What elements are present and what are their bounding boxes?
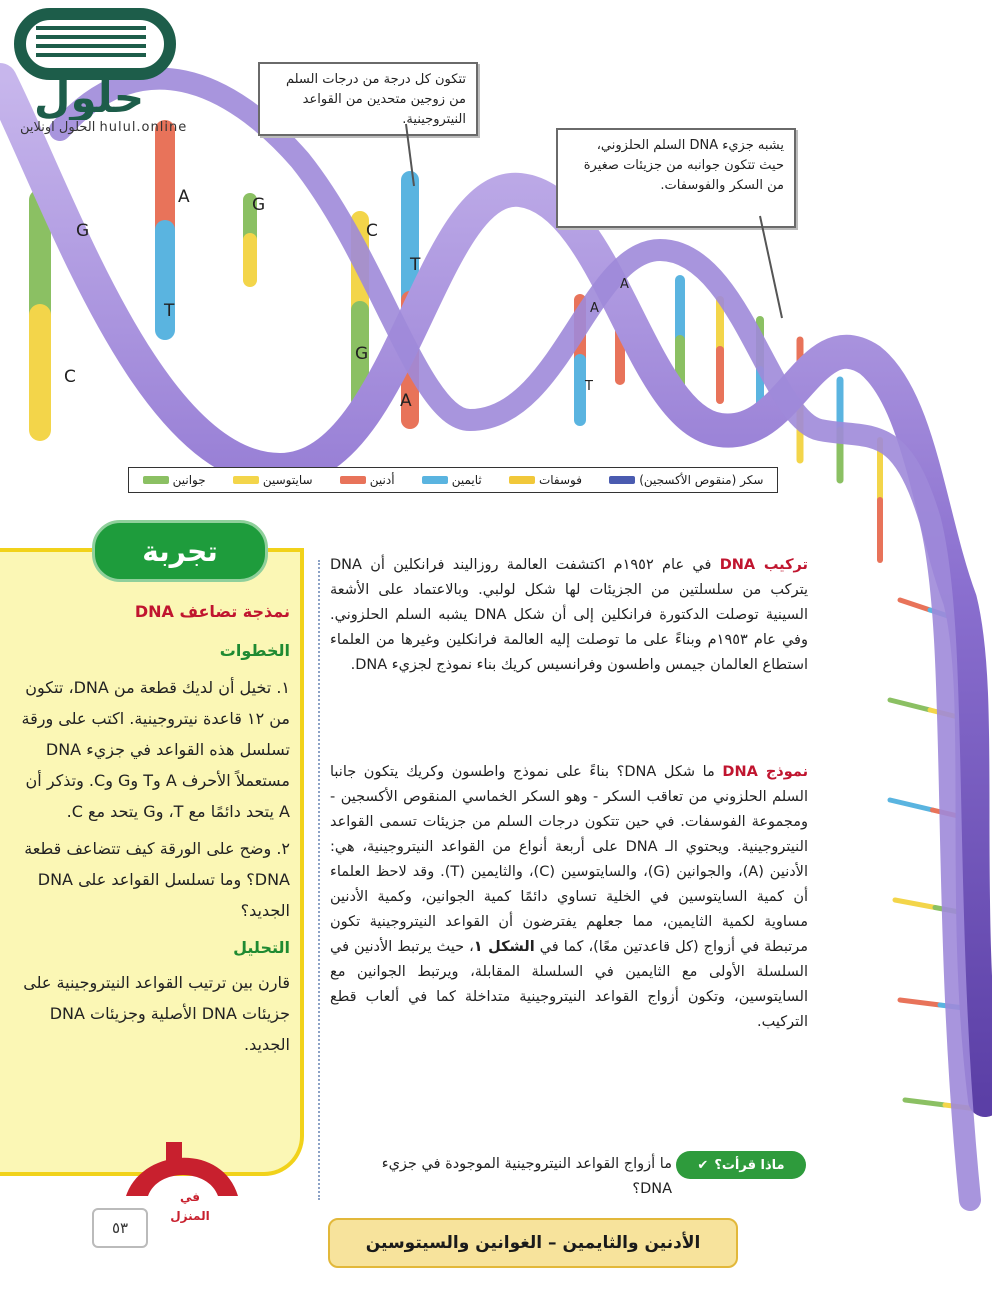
legend-swatch: [422, 476, 448, 484]
dna-rung-segment: [890, 800, 933, 810]
experiment-badge: [92, 520, 268, 582]
main-section-model: [330, 760, 808, 1035]
dna-base-letter: T: [164, 301, 175, 321]
callout-rung-text: تتكون كل درجة من درجات السلم من زوجين متحدين من القواعد النيتروجينية.: [285, 72, 466, 127]
dna-base-letter: G: [355, 344, 369, 364]
legend-item: [422, 473, 482, 487]
section-2-body-b: ، حيث يرتبط الأدنين في السلسلة الأولى مع الثايمين في السلسلة المقابلة، ويرتبط الجوانين مع السايتوسين، وتكون أزواج القواعد النيتروجينية متداخلة كما في ألعاب قطع التركيب.: [330, 939, 808, 1030]
callout-pointers: [0, 0, 992, 500]
read-badge-label: ماذا قرأت؟: [714, 1157, 785, 1173]
dna-base-letter: A: [178, 187, 190, 207]
legend-item-label: فوسفات: [538, 473, 582, 487]
answer-bar: [328, 1218, 738, 1268]
steps-heading: الخطوات: [219, 641, 290, 660]
dna-rung-segment: [895, 900, 935, 908]
home-label: في المنزل: [170, 1190, 210, 1223]
read-question: [360, 1152, 672, 1202]
dna-base-letter: A: [620, 277, 629, 292]
legend-item: [143, 473, 206, 487]
callout-ladder-text: يشبه جزيء DNA السلم الحلزوني، حيث تتكون جوانبه من جزيئات صغيرة من السكر والفوسفات.: [583, 138, 784, 193]
legend-swatch: [609, 476, 635, 484]
dna-base-letter: C: [64, 367, 76, 387]
legend-swatch: [233, 476, 259, 484]
main-section-structure: [330, 553, 808, 678]
dna-base-letter: T: [585, 379, 593, 394]
analysis-text: قارن بين ترتيب القواعد النيتروجينية على جزيئات DNA الأصلية وجزيئات DNA الجديد.: [23, 973, 290, 1054]
legend-item: [340, 473, 395, 487]
experiment-title: نمذجة تضاعف DNA: [134, 602, 290, 621]
legend-item-label: ثايمين: [451, 473, 482, 487]
section-2-body-a: ما شكل DNA؟ بناءً على نموذج واطسون وكريك يتكون جانبا السلم الحلزوني من تعاقب السكر - وهو السكر الخماسي المنقوص الأكسجين - ومجموعة الفوسفات. في حين تتكون درجات السلم من جزيئات تسمى القواعد النيتروجينية. ويحتوي الـ DNA على أربعة أنواع من القواعد النيتروجينية، هي: الأدنين (A)، والجوانين (G)، والسايتوسين (C)، والثايمين (T). وقد لاحظ العلماء أن كمية السايتوسين في الخلية تساوي دائمًا كمية الجوانين، وكمية الأدنين مساوية لكمية الثايمين، مما جعلهم يفترضون أن القواعد النيتروجينية تكون مرتبطة في أزواج (كل قاعدتين معًا)، كما في: [330, 764, 809, 955]
dna-rung-segment: [900, 600, 930, 610]
legend-swatch: [509, 476, 535, 484]
dna-rung-segment: [890, 700, 930, 710]
dna-base-letter: G: [76, 221, 90, 241]
dna-base-letter: A: [400, 391, 412, 411]
section-1-heading: تركيب DNA: [719, 557, 809, 573]
step-2: ٢. وضح على الورقة كيف تتضاعف قطعة DNA؟ وما تسلسل القواعد على DNA الجديد؟: [24, 839, 290, 920]
legend-item-label: جوانين: [172, 473, 206, 487]
legend-swatch: [340, 476, 366, 484]
dna-base-letter: C: [366, 221, 378, 241]
legend-item: [509, 473, 582, 487]
checkmark-icon: ✔: [697, 1157, 709, 1173]
legend-item: [233, 473, 313, 487]
dna-base-letter: G: [252, 195, 266, 215]
analysis-heading: التحليل: [233, 938, 290, 957]
figure-reference[interactable]: الشكل ١: [473, 939, 535, 955]
dna-rung-segment: [905, 1100, 945, 1105]
answer-text: الأدنين والثايمين – الغوانين والسيتوسين: [365, 1233, 701, 1253]
legend-item-label: سكر (منقوص الأكسجين): [639, 473, 764, 487]
section-2-heading: نموذج DNA: [722, 764, 809, 780]
legend-swatch: [143, 476, 169, 484]
legend-item-label: أدنين: [369, 473, 395, 487]
dna-base-letter: T: [410, 255, 421, 275]
section-1-body: في عام ١٩٥٢م اكتشفت العالمة روزاليند فرانكلين أن DNA يتركب من سلسلتين من الجزيئات لها شكل لولبي. وبالاعتماد على الأشعة السينية توصلت الدكتورة فرانكلين إلى أن شكل DNA يشبه السلم الحلزوني. وفي عام ١٩٥٣م وبناءً على ما توصلت إليه العالمة فرانكلين وغيرها من العلماء استطاع العالمان جيمس واطسون وفرانسيس كريك بناء نموذج لجزيء DNA.: [330, 557, 808, 673]
what-did-you-read-badge: [676, 1151, 806, 1179]
experiment-badge-label: تجربة: [142, 534, 218, 568]
logo-url: hulul.online: [99, 120, 188, 135]
read-question-text: ما أزواج القواعد النيتروجينية الموجودة في جزيء DNA؟: [381, 1156, 672, 1197]
page-number: ٥٣: [92, 1208, 148, 1248]
legend-item: [609, 473, 763, 487]
dna-rung-segment: [900, 1000, 940, 1005]
experiment-content: [14, 596, 290, 1060]
legend-item-label: سايتوسين: [262, 473, 313, 487]
logo-arabic-text: حلول: [34, 73, 145, 120]
column-divider: [318, 560, 320, 1200]
dna-base-letter: A: [590, 301, 599, 316]
dna-legend: [128, 467, 778, 493]
logo-subtitle: الحلول اونلاين: [20, 120, 96, 135]
step-1: ١. تخيل أن لديك قطعة من DNA، تتكون من ١٢ قاعدة نيتروجينية. اكتب على ورقة تسلسل هذه القواعد في جزيء DNA مستعملاً الأحرف A وT وG وC. وتذكر أن A يتحد دائمًا مع T، وG يتحد مع C.: [21, 678, 290, 821]
